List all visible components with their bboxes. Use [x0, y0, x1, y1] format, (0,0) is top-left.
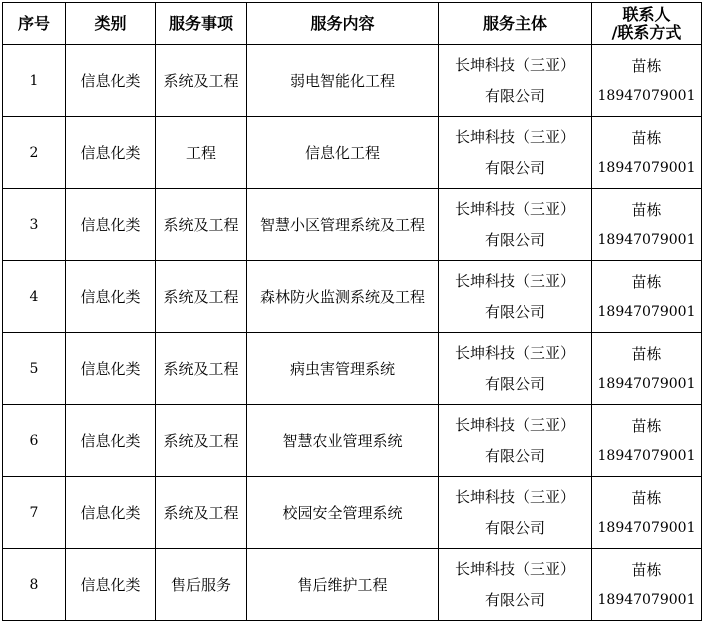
- cell-category: 信息化类: [66, 549, 156, 621]
- header-category: 类别: [66, 3, 156, 45]
- header-contact: [592, 3, 702, 45]
- provider-name-line1: 长坤科技（三亚）: [454, 271, 575, 290]
- provider-name-line2: 有限公司: [484, 230, 545, 249]
- cell-content: 弱电智能化工程: [247, 45, 439, 117]
- cell-index: 2: [3, 117, 66, 189]
- cell-category: 信息化类: [66, 117, 156, 189]
- cell-item: 系统及工程: [156, 189, 247, 261]
- provider-name-line2: 有限公司: [484, 374, 545, 393]
- table-row: [3, 333, 702, 405]
- contact-name: 苗栋: [631, 56, 662, 75]
- contact-name: 苗栋: [631, 272, 662, 291]
- cell-provider: [439, 45, 592, 117]
- cell-index: 1: [3, 45, 66, 117]
- cell-index: 7: [3, 477, 66, 549]
- cell-provider: [439, 333, 592, 405]
- header-provider: 服务主体: [439, 3, 592, 45]
- cell-index: 3: [3, 189, 66, 261]
- cell-item: 系统及工程: [156, 405, 247, 477]
- service-table-container: [2, 2, 702, 621]
- table-row: [3, 549, 702, 621]
- cell-item: 售后服务: [156, 549, 247, 621]
- cell-content: 售后维护工程: [247, 549, 439, 621]
- table-row: [3, 261, 702, 333]
- cell-provider: [439, 405, 592, 477]
- header-contact-line1: 联系人: [622, 4, 671, 24]
- contact-phone: 18947079001: [597, 159, 696, 176]
- cell-contact: [592, 549, 702, 621]
- table-row: [3, 189, 702, 261]
- cell-category: 信息化类: [66, 189, 156, 261]
- provider-name-line2: 有限公司: [484, 518, 545, 537]
- contact-phone: 18947079001: [597, 303, 696, 320]
- cell-contact: [592, 405, 702, 477]
- table-row: [3, 405, 702, 477]
- contact-name: 苗栋: [631, 128, 662, 147]
- provider-name-line1: 长坤科技（三亚）: [454, 55, 575, 74]
- contact-phone: 18947079001: [597, 375, 696, 392]
- contact-phone: 18947079001: [597, 87, 696, 104]
- cell-provider: [439, 189, 592, 261]
- contact-phone: 18947079001: [597, 591, 696, 608]
- cell-index: 6: [3, 405, 66, 477]
- service-table: [2, 2, 702, 621]
- header-contact-line2: /联系方式: [611, 22, 682, 42]
- header-item: 服务事项: [156, 3, 247, 45]
- contact-phone: 18947079001: [597, 447, 696, 464]
- table-body: [3, 45, 702, 621]
- table-row: [3, 45, 702, 117]
- cell-index: 4: [3, 261, 66, 333]
- cell-item: 系统及工程: [156, 45, 247, 117]
- contact-phone: 18947079001: [597, 231, 696, 248]
- cell-provider: [439, 117, 592, 189]
- header-index: 序号: [3, 3, 66, 45]
- provider-name-line2: 有限公司: [484, 86, 545, 105]
- header-row: [3, 3, 702, 45]
- contact-name: 苗栋: [631, 416, 662, 435]
- cell-item: 系统及工程: [156, 261, 247, 333]
- cell-content: 森林防火监测系统及工程: [247, 261, 439, 333]
- cell-content: 智慧农业管理系统: [247, 405, 439, 477]
- provider-name-line1: 长坤科技（三亚）: [454, 487, 575, 506]
- cell-contact: [592, 189, 702, 261]
- cell-contact: [592, 261, 702, 333]
- contact-name: 苗栋: [631, 560, 662, 579]
- contact-name: 苗栋: [631, 488, 662, 507]
- provider-name-line2: 有限公司: [484, 302, 545, 321]
- provider-name-line1: 长坤科技（三亚）: [454, 415, 575, 434]
- cell-provider: [439, 477, 592, 549]
- provider-name-line1: 长坤科技（三亚）: [454, 199, 575, 218]
- cell-category: 信息化类: [66, 45, 156, 117]
- contact-name: 苗栋: [631, 200, 662, 219]
- provider-name-line2: 有限公司: [484, 158, 545, 177]
- header-content: 服务内容: [247, 3, 439, 45]
- cell-index: 8: [3, 549, 66, 621]
- cell-category: 信息化类: [66, 333, 156, 405]
- cell-contact: [592, 333, 702, 405]
- table-row: [3, 477, 702, 549]
- cell-index: 5: [3, 333, 66, 405]
- provider-name-line2: 有限公司: [484, 446, 545, 465]
- cell-category: 信息化类: [66, 261, 156, 333]
- cell-content: 校园安全管理系统: [247, 477, 439, 549]
- provider-name-line1: 长坤科技（三亚）: [454, 127, 575, 146]
- cell-item: 系统及工程: [156, 477, 247, 549]
- contact-phone: 18947079001: [597, 519, 696, 536]
- cell-contact: [592, 45, 702, 117]
- cell-provider: [439, 549, 592, 621]
- cell-item: 系统及工程: [156, 333, 247, 405]
- cell-item: 工程: [156, 117, 247, 189]
- contact-name: 苗栋: [631, 344, 662, 363]
- provider-name-line1: 长坤科技（三亚）: [454, 559, 575, 578]
- cell-content: 智慧小区管理系统及工程: [247, 189, 439, 261]
- provider-name-line2: 有限公司: [484, 590, 545, 609]
- provider-name-line1: 长坤科技（三亚）: [454, 343, 575, 362]
- cell-category: 信息化类: [66, 405, 156, 477]
- cell-category: 信息化类: [66, 477, 156, 549]
- cell-provider: [439, 261, 592, 333]
- cell-contact: [592, 117, 702, 189]
- cell-contact: [592, 477, 702, 549]
- cell-content: 信息化工程: [247, 117, 439, 189]
- cell-content: 病虫害管理系统: [247, 333, 439, 405]
- table-row: [3, 117, 702, 189]
